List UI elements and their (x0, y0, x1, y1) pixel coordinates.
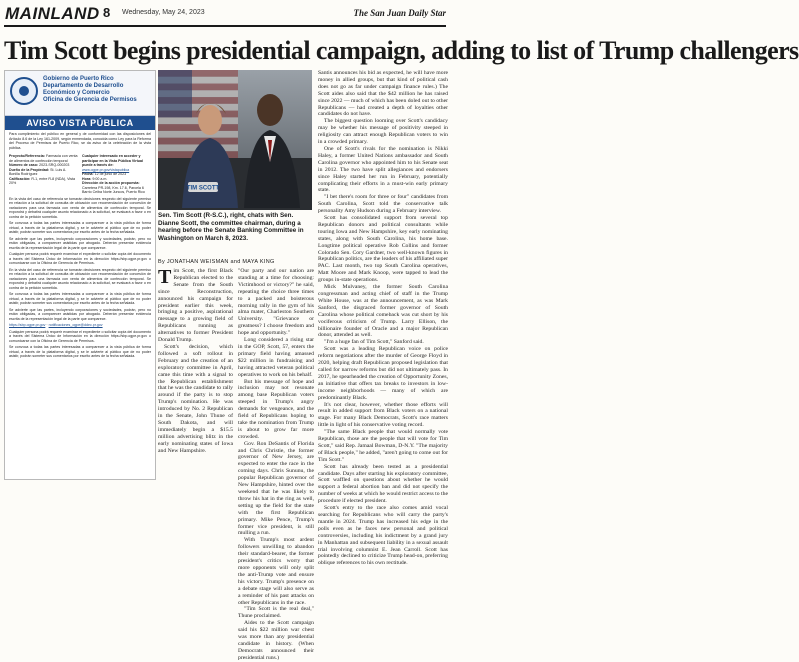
ad-header (5, 71, 155, 116)
article-paragraph: Mick Mulvaney, the former South Carolina congressman and acting chief of staff in the Trump White House, was at the announcement, as was Mark Sanford, the disgraced former governor of South Carolina whose political comeback was cut short by his vociferous criticism of Trump. Larry Ellison, the billionaire founder of Oracle and a major Republican donor, attended as well. (318, 284, 448, 339)
article-paragraph: Tim Scott, the first Black Republican elected to the Senate from the South since Reconstruction, announced his campaign for president earlier this week, bringing a positive, aspirational message to a growing field of Republicans running as alternatives to former President Donald Trump. (158, 266, 233, 344)
article-paragraph: "I bet there's room for three or four" candidates from South Carolina, Scott told the conservative talk personality Amy Hudson during a February interview. (318, 194, 448, 215)
flag-stripe (158, 117, 238, 124)
ad-details-right (82, 154, 151, 195)
ad-vista-link[interactable]: www.ogpe.pr.gov/vistapublica (82, 167, 130, 172)
ad-field-value: 12 de junio de 2023 (94, 172, 127, 176)
article-paragraph: "The same Black people that would normally vote Republican, those are the people that will vote for Tim Scott," said Rep. Jamaal Bowman, D-N.Y. "The majority of Black people," he added, "aren't going to come out for Tim Scott." (318, 429, 448, 463)
ad-field-value: R-1, entre R-8 (NDA), Vista 20% (9, 176, 76, 185)
article-paragraph: "I'm a huge fan of Tim Scott," Sanford said. (324, 339, 424, 346)
ad-field-label: Dueño de la Propiedad: (9, 167, 50, 172)
article-paragraph: But his message of hope and inclusion may not resonate among base Republican voters steeped in Trump's angry demands for vengeance, and the field of Republicans hoping to take the nomination from Trump is about to grow far more crowded. (238, 378, 314, 440)
article-paragraph: Gov. Ron DeSantis of Florida and Chris Christie, the former governor of New Jersey, are expected to enter the race in the coming days. Chris Sununu, the popular Republican governor of New Hampshire, hinted over the weekend that he was likely to throw his hat in the ring as well, setting up the field for the state with the first Republican primary. Mike Pence, Trump's former vice president, is still mulling a run. (238, 440, 314, 537)
ad-field-value: Carretera PR-198, Km. 17.6, Parcela 6 Barrio Ceiba Norte Juncos, Puerto Rico (82, 185, 145, 194)
article-paragraph: Scott's entry to the race also comes amid vocal searching for Republicans who will carry the party's mantle in 2024. Trump has increased his edge in the polls even as he faces new personal and political controversies, including his indictment by a grand jury in Manhattan and subsequent liability in a sexual assault trial involving columnist E. Jean Carroll. Scott has pointedly declined to criticize Trump head-on, preferring oblique references to his own rectitude. (318, 505, 448, 567)
article-paragraph: Aides to the Scott campaign said his $22 million war chest was more than any presidential candidate in history. (When Democrats announced their presidential runs.) (238, 620, 314, 661)
article-column-3 (318, 70, 448, 567)
news-photo (158, 70, 312, 210)
ad-field-label: Calificación: (9, 176, 31, 181)
masthead-rule (4, 25, 446, 27)
ad-email-link[interactable]: notificaciones_ogpe@ddec.pr.gov (48, 323, 103, 327)
article-paragraph: "Tim Scott is the real deal," Thune proclaimed. (238, 606, 314, 620)
ad-field-label: Dirección de la acción propuesta: (82, 181, 140, 185)
ad-agency (43, 76, 137, 104)
ad-field-value: 9:00 a.m. (92, 176, 108, 181)
article-paragraph: Scott was a leading Republican voice on police reform negotiations after the murder of George Floyd in 2020, helping draft Republican proposed legislation that called for narrow reforms but did not ultimately pass. In 2017, he spearheaded the creation of Opportunity Zones, an initiative that offers tax breaks to investors in low-income neighborhoods — many of which are predominantly Black. (318, 346, 448, 401)
flag-stripe (158, 138, 238, 145)
ad-details (5, 154, 155, 195)
article-paragraph: With Trump's most ardent followers unwilling to abandon their standard-bearer, the former president's critics worry that more opponents will only split the anti-Trump vote and ensure his victory. Trump's presence on a debate stage will also serve as a reminder of his past attacks on other Republicans in the race. (238, 537, 314, 606)
article-paragraph: Long considered a rising star in the GOP, Scott, 57, enters the primary field having amassed $22 million in fundraising and having attracted veteran political operatives to work on his behalf. (238, 337, 314, 378)
article-paragraph: It's not clear, however, whether those efforts will result in added support from Black voters on a national stage. For many Black Democrats, Scott's race matters little in light of his conservative voting record. (318, 401, 448, 429)
article-paragraph: Santis announces his bid as expected, he will have more money in allied groups, but that kind of political cash does not go as far under campaign finance rules.) The Scott aides also said that the $42 million he has raised since 2022 — much of which has been doled out to other Republicans — had created a depth of loyalties other candidates do not have. (318, 70, 448, 118)
government-seal-icon (10, 77, 38, 105)
photo-caption: Sen. Tim Scott (R-S.C.), right, chats with Sen. Dianne Scott, the committee chairman, during a hearing before the Senate Banking Committee in Washington on March 8, 2023. (158, 212, 304, 242)
article-paragraph: The biggest question looming over Scott's candidacy may be whether his message of positivity steeped in religiosity can attract enough Republican voters to win in a crowded primary. (318, 118, 448, 146)
article-column-1 (158, 268, 233, 478)
ad-title: AVISO VISTA PÚBLICA (5, 116, 155, 130)
flag-canton (158, 70, 192, 117)
news-photo-image (158, 70, 312, 210)
article-paragraph: One of Scott's rivals for the nomination is Nikki Haley, a former United Nations ambassador and South Carolina governor who appointed him to his Senate seat in 2012. The two have split allegiances and endorsers since Haley started her run in February, potentially complicating their efforts in a must-win early primary state. (318, 145, 448, 194)
ad-field-label: Proyecto/Referencia: (9, 154, 45, 158)
ad-intro: Para cumplimiento del público en general y de conformidad con las disposiciones del Artículo 8.6 de la Ley 161-2009, según enmendada, conocida como Ley para la Reforma del Proceso de Permisos de Puerto Rico, se da aviso de la celebración de la vista pública. (9, 132, 151, 150)
ad-details-left (9, 154, 78, 195)
ad-field-label: Cualquier interesado en acceder y participar en la Vista Pública Virtual puede a través de: (82, 154, 143, 167)
article-paragraph: Scott has already been tested as a presidential candidate. Days after starting his exploratory committee, Scott waffled on questions about whether he would support a federal abortion ban and did not specify the number of weeks at which he would restrict access to the procedure if elected president. (318, 463, 448, 505)
flag-stripe (158, 124, 238, 131)
ad-agency-line: Departamento de Desarrollo (43, 83, 124, 89)
ad-field-label: Número de caso: (9, 163, 39, 167)
ad-portal-link[interactable]: https://sbp.ogpe.pr.gov (9, 323, 46, 327)
ad-field-value: 2023-SRQ-000203 (39, 163, 70, 167)
ad-field-label: Fecha: (82, 172, 94, 176)
ad-agency-line: Económico y Comercio (43, 90, 110, 96)
legal-notice-ad (4, 70, 156, 480)
ad-field-value: Farmacia con venta de alimentos de confección temporal (9, 154, 78, 163)
headline: Tim Scott begins presidential campaign, adding to list of Trump challengers (4, 36, 799, 65)
section-title: MAINLAND (5, 4, 100, 23)
issue-date: Wednesday, May 24, 2023 (122, 9, 205, 16)
flag-stripe (158, 131, 238, 138)
ad-body: En la vista del caso de referencia se tomarán decisiones respecto del siguiente permiso en relación a la solicitud de consulta de ubicación con recomendación de concesión de variaciones para una farmacia con venta de alimentos de confección temporal. Se expondrá y debatirá cualquier asunto relacionado a la solicitud, se evaluará a favor o en contra de la petición sometida. Se convoca a todas las partes interesadas a comparecer a la vista pública de forma virtual, a través de la plataforma digital, y se le advierte al público que de no poder asistir, podrán someter sus comentarios por escrito antes de la fecha señalada. Se advierte que las partes, incluyendo corporaciones y sociedades, podrán, pero no están obligadas, a comparecer asistidas por abogado. Deberán presentar evidencia escrita de la representación legal de la parte que comparece. Cualquier persona podrá requerir examinar el expediente o solicitar copia del documento a través del Sistema Único de Información en la dirección https://sbp.ogpe.pr.gov o comunicarse con la Oficina de Gerencia de Permisos. En la vista del caso de referencia se tomarán decisiones respecto del siguiente permiso en relación a la solicitud de consulta de ubicación con recomendación de concesión de variaciones para una farmacia con venta de alimentos de confección temporal. Se expondrá y debatirá cualquier asunto relacionado a la solicitud, se evaluará a favor o en contra de la petición sometida. Se convoca a todas las partes interesadas a comparecer a la vista pública de forma virtual, a través de la plataforma digital, y se le advierte al público que de no poder asistir, podrán someter sus comentarios por escrito antes de la fecha señalada. Se advierte que las partes, incluyendo corporaciones y sociedades, podrán, pero no están obligadas, a comparecer asistidas por abogado. Deberán presentar evidencia escrita de la representación legal de la parte que comparece. https://sbp.ogpe.pr.gov · notificaciones_ogpe@ddec.pr.gov Cualquier persona podrá requerir examinar el expediente o solicitar copia del documento a través del Sistema Único de Información en la dirección https://sbp.ogpe.pr.gov o comunicarse con la Oficina de Gerencia de Permisos. Se convoca a todas las partes interesadas a comparecer a la vista pública de forma virtual, a través de la plataforma digital, y se le advierte al público que de no poder asistir, podrán someter sus comentarios por escrito antes de la fecha señalada. (9, 196, 151, 358)
ad-field-label: Hora: (82, 176, 92, 181)
ad-agency-line: Oficina de Gerencia de Permisos (43, 97, 137, 103)
article-paragraph: Scott's decision, which followed a soft rollout in February and the creation of an exploratory committee in April, came this time with a signal to the Republican establishment that he was the candidate to rally around if the party is to stop Trump's nomination. He was introduced by No. 2 Republican in the Senate, John Thune of South Dakota, and will immediately begin a $15.5 million advertising blitz in the early nominating states of Iowa and New Hampshire. (158, 343, 233, 454)
article-column-2 (238, 268, 314, 661)
ad-field-value: St. Luis A. Bonilla Rodríguez (9, 167, 67, 176)
masthead (0, 0, 450, 34)
banner-text: TIM SCOTT (186, 185, 220, 192)
paper-name: The San Juan Daily Star (353, 8, 446, 18)
byline: By JONATHAN WEISMAN and MAYA KING (158, 259, 275, 265)
article-paragraph: "Our party and our nation are standing at a time for choosing: Victimhood or victory?" he said, repeating the choice three times to a packed and boisterous morning rally in the gym of his alma mater, Charleston Southern University. "Grievance or greatness? I choose freedom and hope and opportunity." (238, 268, 314, 337)
article-paragraph: Scott has consolidated support from several top Republican donors and political consultants while touring Iowa and New Hampshire, key early nominating states, along with South Carolina, his home base. Longtime political operative Rob Collins and former Colorado Sen. Cory Gardner, two well-known figures in Republican politics, are the leaders of his affiliated super PAC. Last month, two top South Carolina operatives, Matt Moore and Mark Knoop, were tapped to lead the groups in-state operations. (318, 215, 448, 284)
ad-agency-line: Gobierno de Puerto Rico (43, 76, 114, 82)
page-number: 8 (103, 5, 111, 20)
drop-cap: T (158, 266, 172, 288)
